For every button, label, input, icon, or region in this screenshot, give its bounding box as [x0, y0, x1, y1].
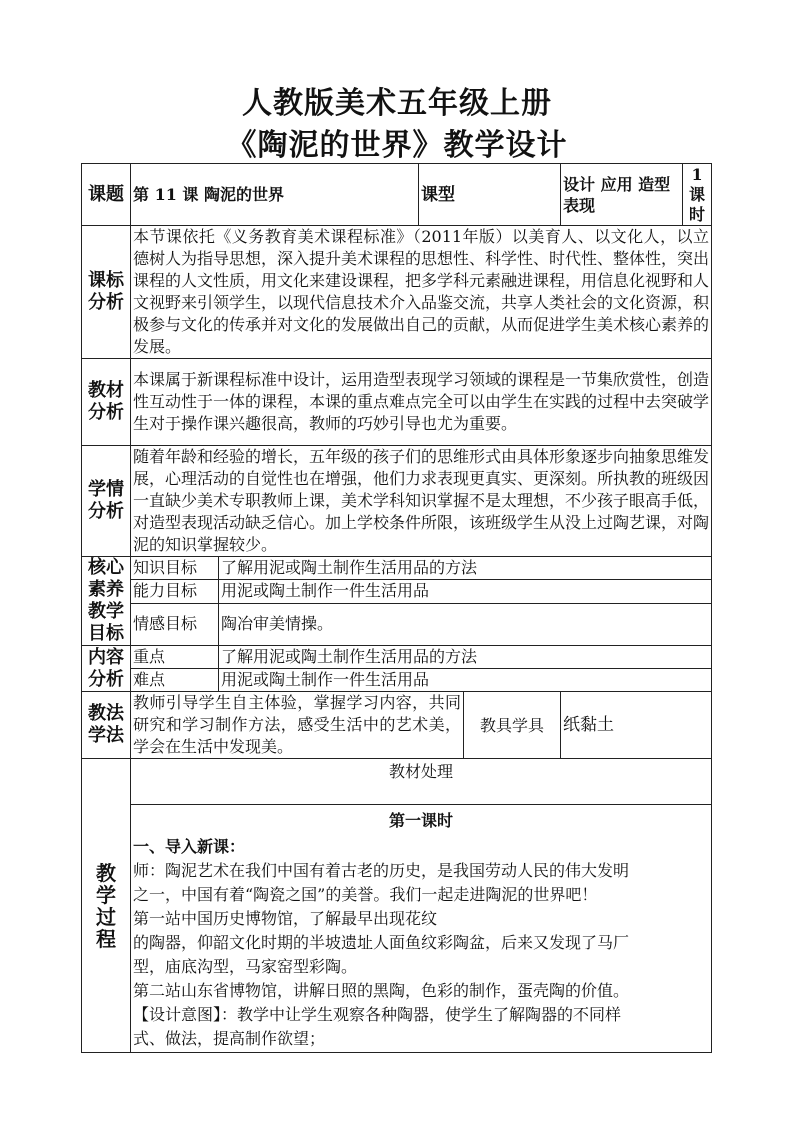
material-row [82, 359, 712, 446]
standard-label: 课标分析 [82, 226, 131, 359]
method-text: 教师引导学生自主体验，掌握学习内容，共同研究和学习制作方法，感受生活中的艺术美，学会在生活中发现美。 [131, 692, 464, 759]
goal-row [82, 557, 712, 580]
content-value: 用泥或陶土制作一件生活用品 [219, 669, 712, 692]
lesson-type-label: 课型 [419, 164, 561, 226]
goal-row [82, 580, 712, 603]
goal-value: 用泥或陶土制作一件生活用品 [219, 580, 712, 603]
students-label: 学情分析 [82, 446, 131, 557]
material-label: 教材分析 [82, 359, 131, 446]
students-row [82, 446, 712, 557]
period-title: 第一课时 [389, 811, 454, 830]
process-line: 师：陶泥艺术在我们中国有着古老的历史，是我国劳动人民的伟大发明 [133, 861, 630, 880]
students-text: 随着年龄和经验的增长，五年级的孩子们的思维形式由具体形象逐步向抽象思维发展，心理活动的自觉性也在增强，他们力求表现更真实、更深刻。所执教的班级因一直缺少美术专职教师上课，美术学科知识掌握不是太理想，不少孩子眼高手低，对造型表现活动缺乏信心。加上学校条件所限，该班级学生从没上过陶艺课，对陶泥的知识掌握较少。 [131, 446, 712, 557]
lesson-plan-table [81, 163, 712, 1053]
goal-row [82, 603, 712, 646]
material-text: 本课属于新课程标准中设计，运用造型表现学习领域的课程是一节集欣赏性，创造性互动性于一体的课程，本课的重点难点完全可以由学生在实践的过程中去突破学生对于操作课兴趣很高，教师的巧妙引导也尤为重要。 [131, 359, 712, 446]
goal-name: 知识目标 [131, 557, 219, 580]
process-line: 型，庙底沟型，马家窑型彩陶。 [133, 957, 358, 976]
tools-label: 教具学具 [464, 692, 561, 759]
lesson-hours: 1课时 [683, 164, 712, 226]
topic-label: 课题 [82, 164, 131, 226]
process-header-row [82, 759, 712, 805]
method-row [82, 692, 712, 759]
goals-label: 核心素养教学目标 [82, 557, 131, 646]
process-body-row [82, 805, 712, 1053]
lesson-title: 第 11 课 陶泥的世界 [131, 164, 419, 226]
method-label: 教法学法 [82, 692, 131, 759]
goal-value: 陶冶审美情操。 [219, 603, 712, 646]
process-line: 【设计意图】：教学中让学生观察各种陶器，使学生了解陶器的不同样 [133, 1005, 622, 1024]
goal-name: 能力目标 [131, 580, 219, 603]
process-line: 的陶器，仰韶文化时期的半坡遗址人面鱼纹彩陶盆，后来又发现了马厂 [133, 933, 630, 952]
content-name: 重点 [131, 646, 219, 669]
lesson-type-value: 设计 应用 造型 表现 [561, 164, 683, 226]
content-row [82, 669, 712, 692]
topic-row [82, 164, 712, 226]
standard-row [82, 226, 712, 359]
document-subtitle: 《陶泥的世界》教学设计 [226, 128, 568, 163]
process-line: 式、做法，提高制作欲望； [133, 1029, 326, 1048]
process-label-text: 教学过程 [96, 860, 116, 951]
section-header: 教材处理 [131, 759, 712, 805]
process-line: 第一站中国历史博物馆，了解最早出现花纹 [133, 909, 438, 928]
content-value: 了解用泥或陶土制作生活用品的方法 [219, 646, 712, 669]
process-label [82, 759, 131, 1053]
content-row [82, 646, 712, 669]
goal-value: 了解用泥或陶土制作生活用品的方法 [219, 557, 712, 580]
standard-text: 本节课依托《义务教育美术课程标准》（2011年版）以美育人、以文化人，以立德树人为指导思想，深入提升美术课程的思想性、科学性、时代性、整体性，突出课程的人文性质，用文化来建设课程，把多学科元素融进课程，用信息化视野和人文视野来引领学生，以现代信息技术介入品鉴交流，共享人类社会的文化资源，积极参与文化的传承并对文化的发展做出自己的贡献，从而促进学生美术核心素养的发展。 [131, 226, 712, 359]
tools-value: 纸黏土 [561, 692, 712, 759]
goal-name: 情感目标 [131, 603, 219, 646]
process-line: 之一，中国有着“陶瓷之国”的美誉。我们一起走进陶泥的世界吧！ [133, 885, 598, 904]
content-label: 内容分析 [82, 646, 131, 692]
process-line: 第二站山东省博物馆，讲解日照的黑陶，色彩的制作，蛋壳陶的价值。 [133, 981, 630, 1000]
process-body [131, 805, 712, 1053]
document-title: 人教版美术五年级上册 [242, 86, 552, 121]
content-name: 难点 [131, 669, 219, 692]
process-line: 一、导入新课： [133, 837, 246, 856]
